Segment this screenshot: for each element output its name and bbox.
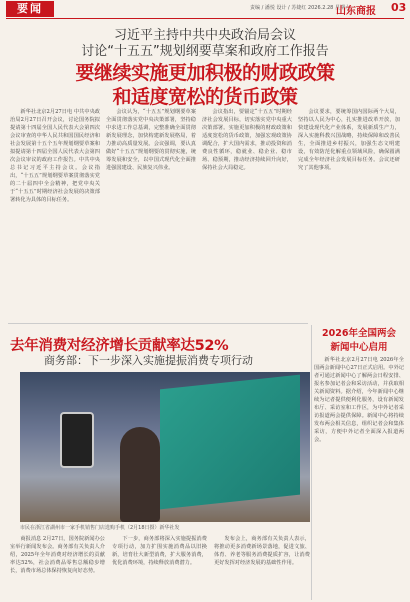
story2-headline: 去年消费对经济增长贡献率达52%	[10, 338, 229, 354]
sidebar-body: 新华社北京2月27日电 2026年全国两会新闻中心27日正式启用。中外记者可通过新闻中心了解两会日程安排、报名参加记者会和采访活动，并获取相关新闻资料。据介绍，今年新闻中心继续为记者提供便利化服务，设有新闻发布厅、采访室和工作区，为中外记者采访报道两会提供保障。新闻中心将持续发布两会相关信息，组织记者会和集体采访，方便中外记者全面深入报道两会。	[314, 357, 404, 443]
phone-display	[60, 412, 94, 468]
lead-column-3: 会议指出，要锚定“十五五”时期经济社会发展目标，切实落实党中央重大决策部署。实施更加积极的财政政策和适度宽松的货币政策，加强宏观政策协调配合，扩大国内需求，推动投资和消费良性循环，稳就业、稳企业、稳市场、稳预期，推动经济持续回升向好，保持社会大局稳定。	[202, 109, 292, 171]
edition-meta: 责编 / 潘悦 设计 / 苏婕红 2026.2.28 星期六	[250, 5, 350, 11]
lead-column-1: 新华社北京2月27日电 中共中央政治局2月27日召开会议，讨论国务院拟提请第十四届全国人民代表大会第四次会议审查的中华人民共和国国民经济和社会发展第十五个五年规划纲要草案和拟提请第十四届全国人民代表大会第四次会议审议的政府工作报告。中共中央总书记习近平主持会议。会议指出，“十五五”规划纲要草案贯彻落实党的二十届四中全会精神，把党中央关于“十五五”时期经济社会发展的决策部署转化为具体的目标任务。	[10, 109, 100, 203]
story2-subheadline: 商务部：下一步深入实施提振消费专项行动	[44, 354, 253, 367]
lead-headline-line1: 要继续实施更加积极的财政政策	[75, 62, 335, 84]
lead-title-line1: 习近平主持中共中央政治局会议	[113, 28, 296, 43]
paper-name: 山东商报	[336, 6, 376, 17]
page-header	[0, 0, 410, 18]
header-rule	[6, 18, 404, 19]
story2-column-2: 下一步，商务部将深入实施提振消费专项行动，加力扩围实施消费品以旧换新，培育壮大新型消费，扩大服务消费，优化消费环境，持续释放消费潜力。	[112, 536, 207, 566]
lead-headline-line2: 和适度宽松的货币政策	[112, 86, 298, 108]
section-label: 要闻	[6, 1, 54, 17]
lead-title-line2: 讨论“十五五”规划纲要草案和政府工作报告	[81, 44, 329, 59]
sidebar-title-line1: 2026年全国两会	[322, 328, 396, 339]
sidebar-title-line2: 新闻中心启用	[330, 342, 388, 353]
news-photo	[20, 372, 310, 522]
promo-board	[160, 375, 300, 510]
story2-column-1: 商报消息 2月27日，国务院新闻办公室举行新闻发布会。商务部有关负责人介绍，2025年全年消费对经济增长的贡献率达52%，社会消费品零售总额稳步增长，消费市场总体保持恢复向好态势。	[10, 536, 105, 574]
sidebar-divider	[311, 325, 312, 600]
photo-caption: 市民在浙江省湖州市一家手机销售门店选购手机（2月18日摄）新华社发	[20, 525, 180, 531]
page-number: 03	[391, 1, 407, 14]
lead-column-2: 会议认为，“十五五”规划纲要草案全面贯彻落实党中央决策部署，坚持稳中求进工作总基调，完整准确全面贯彻新发展理念，加快构建新发展格局，着力推动高质量发展。会议强调，要认真做好“十五五”规划纲要的贯彻实施，统筹发展和安全，以中国式现代化全面推进强国建设、民族复兴伟业。	[106, 109, 196, 171]
lead-column-4: 会议要求，要统筹国内国际两个大局，坚持以人民为中心，扎实推进改革开放，加快建设现代化产业体系，发展新质生产力，深入实施科教兴国战略，持续保障和改善民生，全面推进乡村振兴，加强生态文明建设，有效防范化解重点领域风险，确保圆满完成全年经济社会发展目标任务。会议还研究了其他事项。	[298, 109, 400, 171]
section-divider	[8, 323, 308, 324]
sidebar-story	[314, 325, 404, 600]
shopper-figure	[120, 427, 160, 522]
story2-column-3: 发布会上，商务部有关负责人表示，将推动更多消费新场景落地，促进文旅、体育、养老等服务消费提质扩容，让消费更好发挥对经济发展的基础性作用。	[214, 536, 310, 566]
